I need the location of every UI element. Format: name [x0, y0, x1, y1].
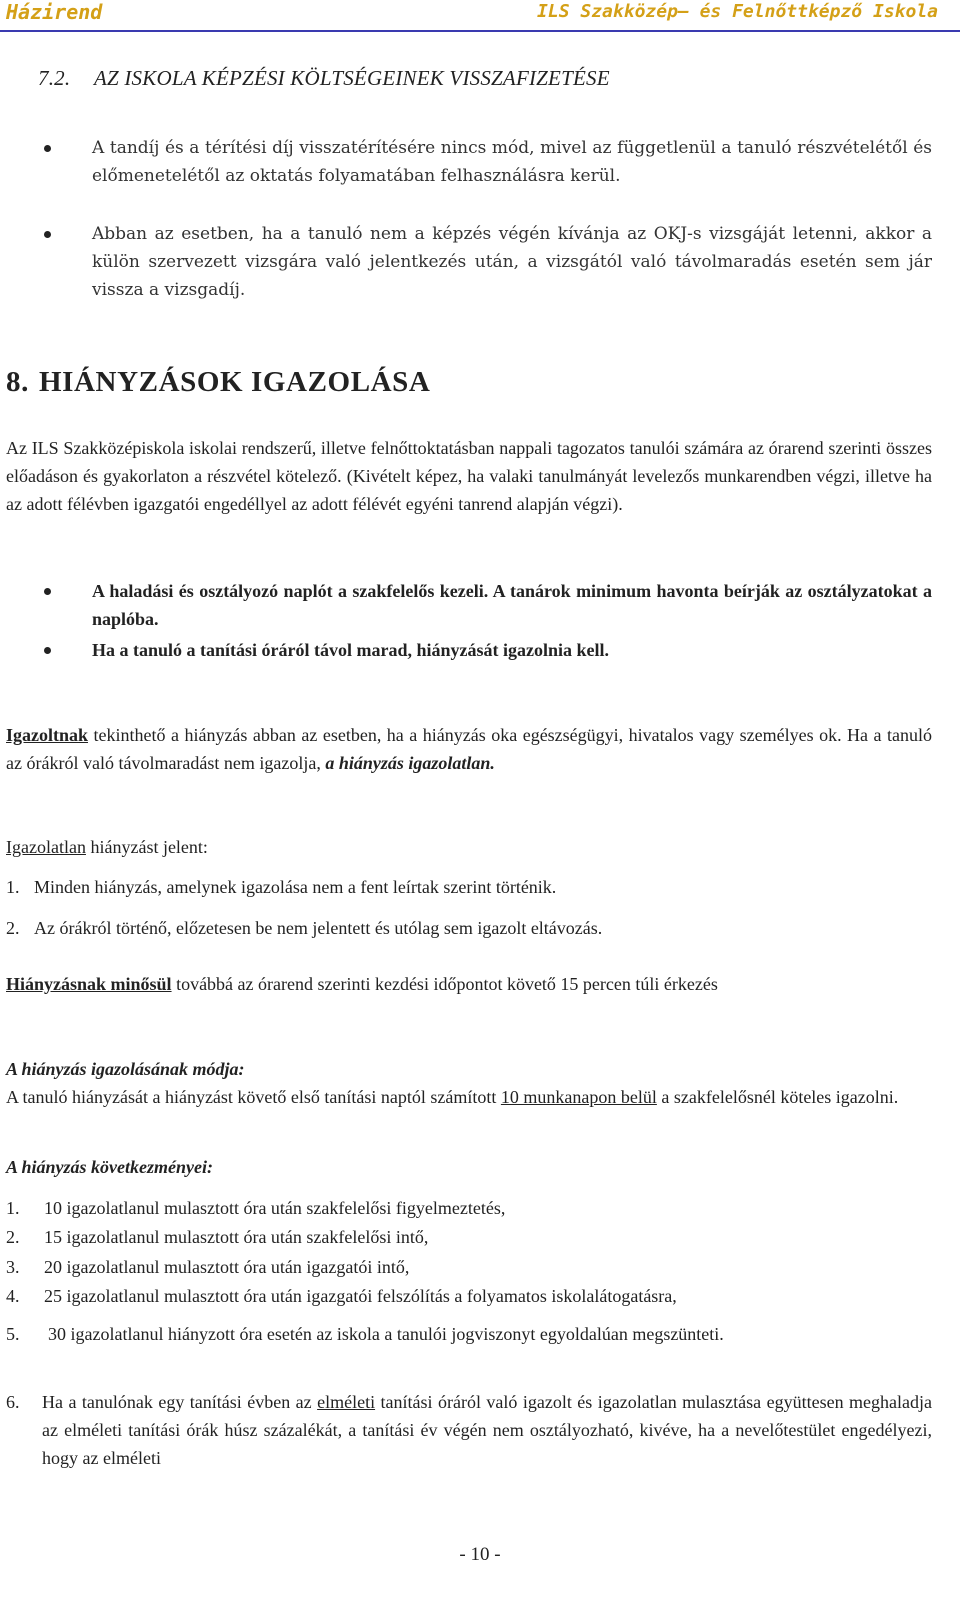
header-school-name: ILS Szakközép– és Felnőttképző Iskola — [537, 1, 938, 22]
excused-absence-paragraph — [6, 721, 932, 777]
item-number: 2. — [6, 918, 20, 938]
consequences-heading: A hiányzás következményei: — [6, 1157, 213, 1177]
theoretical-underlined: elméleti — [317, 1392, 376, 1412]
gradebook-rule: A haladási és osztályozó naplót a szakfelelős kezeli. A tanárok minimum havonta beírják az osztályzatokat a naplóba. — [92, 581, 932, 629]
item6-text-a: Ha a tanulónak egy tanítási évben az — [42, 1392, 318, 1412]
item-number: 3. — [6, 1257, 20, 1277]
item-text: 20 igazolatlanul mulasztott óra után igazgatói intő, — [44, 1257, 410, 1277]
late-arrival-paragraph — [6, 970, 932, 998]
section-8-heading — [6, 366, 430, 399]
list-item — [36, 577, 932, 633]
list-item — [6, 1320, 932, 1348]
section-7-2-heading — [38, 66, 610, 91]
section-number: 7.2. — [38, 66, 71, 90]
list-item — [6, 914, 932, 942]
deadline-underlined: 10 munkanapon belül — [500, 1087, 657, 1107]
item-text: 25 igazolatlanul mulasztott óra után igazgatói felszólítás a folyamatos iskolalátogatásra, — [44, 1286, 677, 1306]
item-text — [42, 1388, 932, 1472]
bullet-icon — [44, 647, 51, 654]
absence-rule: Ha a tanuló a tanítási óráról távol marad, hiányzását igazolnia kell. — [92, 640, 610, 660]
unexcused-emphasis: a hiányzás igazolatlan. — [325, 753, 495, 773]
bullet-icon — [44, 588, 51, 595]
list-item — [36, 220, 932, 304]
excused-text: tekinthető a hiányzás abban az esetben, ha a hiányzás oka egészségügyi, hivatalos vagy személyes ok. Ha a tanuló az órákról való távolmaradást nem igazolja, — [6, 725, 932, 773]
section-title: HIÁNYZÁSOK IGAZOLÁSA — [38, 366, 431, 398]
list-item — [6, 1223, 932, 1251]
header-document-title: Házirend — [6, 0, 103, 24]
unexcused-term: Igazolatlan — [6, 837, 86, 857]
page-header — [0, 0, 960, 32]
item-number: 6. — [6, 1392, 20, 1412]
refund-paragraph-2: Abban az esetben, ha a tanuló nem a képzés végén kívánja az OKJ-s vizsgáját letenni, akkor a külön szervezett vizsgára való jelentkezés után, a vizsgától való távolmaradás esetén sem jár vissza a vizsgadíj. — [92, 224, 932, 300]
list-item — [6, 1194, 932, 1222]
item-number: 4. — [6, 1286, 20, 1306]
list-item — [36, 134, 932, 190]
unexcused-text: hiányzást jelent: — [85, 837, 208, 857]
section-title: AZ ISKOLA KÉPZÉSI KÖLTSÉGEINEK VISSZAFIZETÉSE — [94, 66, 610, 90]
item-number: 1. — [6, 1198, 20, 1218]
late-text: továbbá az órarend szerinti kezdési időpontot követő 15 percen túli érkezés — [171, 974, 718, 994]
list-item — [36, 636, 932, 664]
refund-paragraph-1: A tandíj és a térítési díj visszatérítésére nincs mód, mivel az függetlenül a tanuló részvételétől és előmenetelétől az oktatás folyamatában felhasználásra kerül. — [92, 138, 932, 186]
late-term: Hiányzásnak minősül — [6, 974, 172, 994]
excused-term: Igazoltnak — [6, 725, 89, 745]
item-text: 15 igazolatlanul mulasztott óra után szakfelelősi intő, — [44, 1227, 429, 1247]
justification-method-text — [6, 1083, 932, 1111]
item-number: 5. — [6, 1324, 20, 1344]
item-text: Az órákról történő, előzetesen be nem jelentett és utólag sem igazolt eltávozás. — [34, 918, 603, 938]
page-number: - 10 - — [459, 1544, 501, 1565]
method-text-a: A tanuló hiányzását a hiányzást követő első tanítási naptól számított — [6, 1087, 501, 1107]
bullet-icon — [44, 145, 51, 152]
method-text-b: a szakfelelősnél köteles igazolni. — [656, 1087, 899, 1107]
item6-text-b: tanítási óráról való igazolt és igazolatlan mulasztása együttesen meghaladja az elméleti tanítási órák húsz százalékát, a tanítási év végén nem osztályozható, kivéve, ha a nevelőtestület engedélyezi, hogy az elméleti — [42, 1392, 932, 1468]
list-item — [6, 873, 932, 901]
section-number: 8. — [6, 366, 29, 398]
unexcused-definition — [6, 833, 932, 861]
list-item — [6, 1253, 932, 1281]
list-item — [6, 1388, 932, 1472]
item-number: 1. — [6, 877, 20, 897]
item-text: Minden hiányzás, amelynek igazolása nem a fent leírtak szerint történik. — [34, 877, 557, 897]
absence-intro-paragraph: Az ILS Szakközépiskola iskolai rendszerű, illetve felnőttoktatásban nappali tagozatos tanulói számára az órarend szerinti összes előadáson és gyakorlaton a részvétel kötelező. (Kivételt képez, ha valaki tanulmányát levelezős munkarendben végzi, illetve ha az adott félévben igazgatói engedéllyel az adott félévét egyéni tanrend alapján végzi). — [6, 438, 932, 514]
justification-method-heading: A hiányzás igazolásának módja: — [6, 1059, 245, 1079]
item-number: 2. — [6, 1227, 20, 1247]
item-text: 30 igazolatlanul hiányzott óra esetén az iskola a tanulói jogviszonyt egyoldalúan megszünteti. — [48, 1324, 724, 1344]
item-text: 10 igazolatlanul mulasztott óra után szakfelelősi figyelmeztetés, — [44, 1198, 506, 1218]
list-item — [6, 1282, 932, 1310]
bullet-icon — [44, 231, 51, 238]
